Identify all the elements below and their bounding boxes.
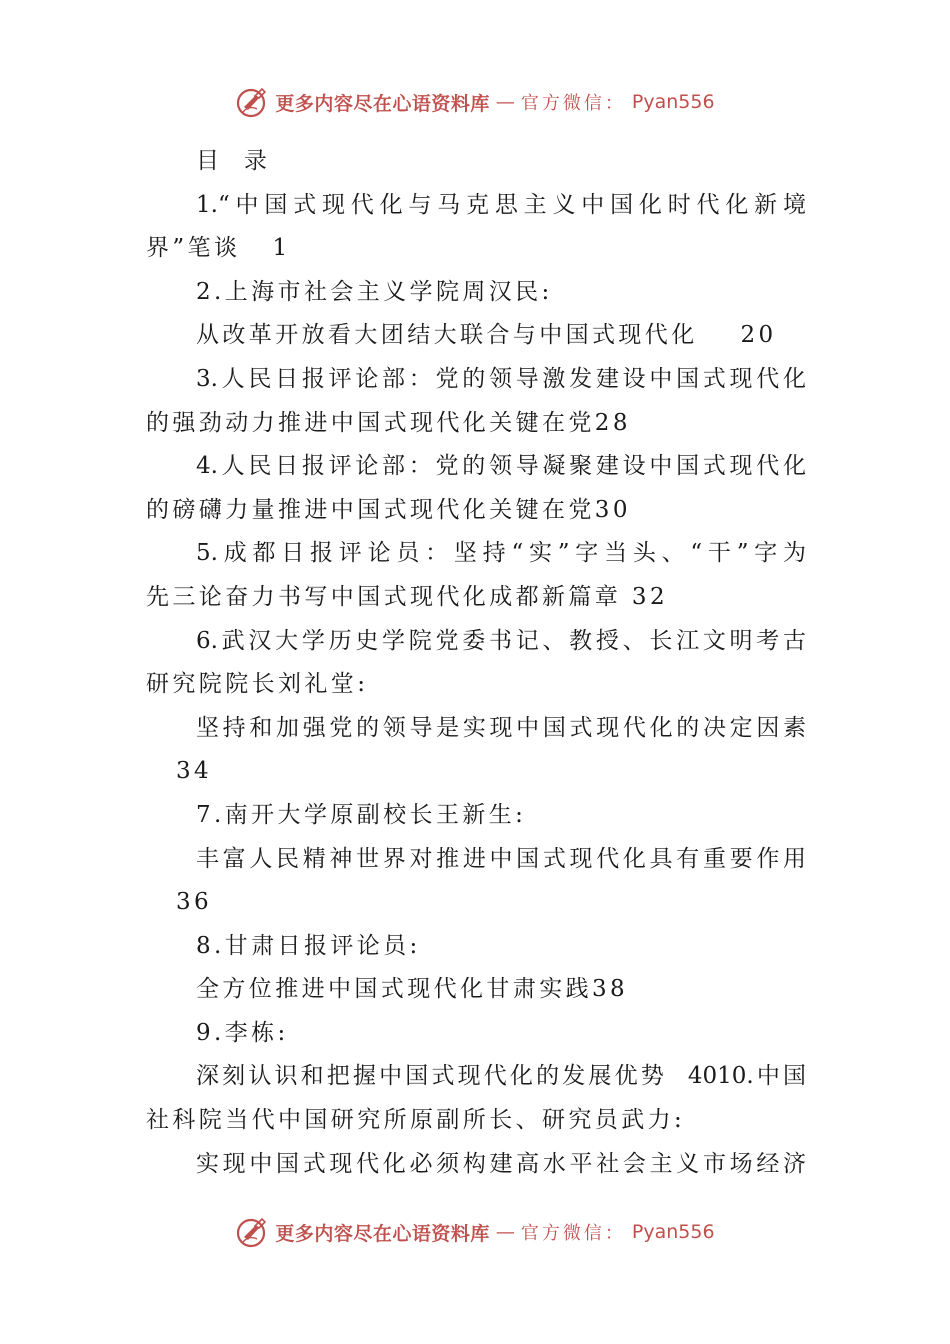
toc-line: 从改革开放看大团结大联合与中国式现代化 20 [196,322,777,349]
toc-heading: 目 录 [196,148,271,174]
toc-line: 6.武汉大学历史学院党委书记、教授、长江文明考古 [196,627,806,654]
footer-watermark-banner [0,1212,950,1252]
toc-line: 3.人民日报评论部：党的领导激发建设中国式现代化 [196,365,806,392]
toc-line: 9.李栋: [196,1019,289,1046]
banner-text: 更多内容尽在心语资料库 [275,1222,490,1245]
toc-line: 坚持和加强党的领导是实现中国式现代化的决定因素 [196,714,806,741]
toc-line: 5.成都日报评论员：坚持“实”字当头、“干”字为 [196,540,806,567]
toc-line: 全方位推进中国式现代化甘肃实践38 [196,976,629,1003]
banner-wechat-id: Pyan556 [631,1221,715,1243]
banner-wechat-label: 官方微信： [520,1223,626,1244]
toc-line: 7.南开大学原副校长王新生: [196,801,527,828]
banner-dash: — [495,1221,515,1243]
header-watermark-banner [0,82,950,122]
toc-line: 深刻认识和把握中国式现代化的发展优势 4010.中国 [196,1063,806,1090]
toc-line: 4.人民日报评论部：党的领导凝聚建设中国式现代化 [196,453,806,480]
banner-wechat-id: Pyan556 [631,91,715,113]
toc-line: 研究院院长刘礼堂: [146,671,369,698]
toc-line: 36 [176,889,213,916]
toc-line: 社科院当代中国研究所原副所长、研究员武力: [146,1107,686,1134]
toc-line: 1.“中国式现代化与马克思主义中国化时代化新境 [196,191,806,218]
banner-text: 更多内容尽在心语资料库 [275,92,490,115]
toc-line: 2.上海市社会主义学院周汉民: [196,278,553,305]
toc-line: 34 [176,758,213,785]
toc-line: 的磅礴力量推进中国式现代化关键在党30 [146,496,631,523]
toc-line: 的强劲动力推进中国式现代化关键在党28 [146,409,631,436]
toc-line: 8.甘肃日报评论员: [196,932,421,959]
pen-logo-icon [235,1215,269,1249]
table-of-contents [146,140,806,1186]
toc-line: 先三论奋力书写中国式现代化成都新篇章 32 [146,583,668,610]
toc-line: 丰富人民精神世界对推进中国式现代化具有重要作用 [196,845,806,872]
pen-logo-icon [235,85,269,119]
banner-dash: — [495,91,515,113]
banner-wechat-label: 官方微信： [520,93,626,114]
toc-line: 实现中国式现代化必须构建高水平社会主义市场经济 [196,1150,806,1177]
toc-line: 界”笔谈 1 [146,235,291,262]
